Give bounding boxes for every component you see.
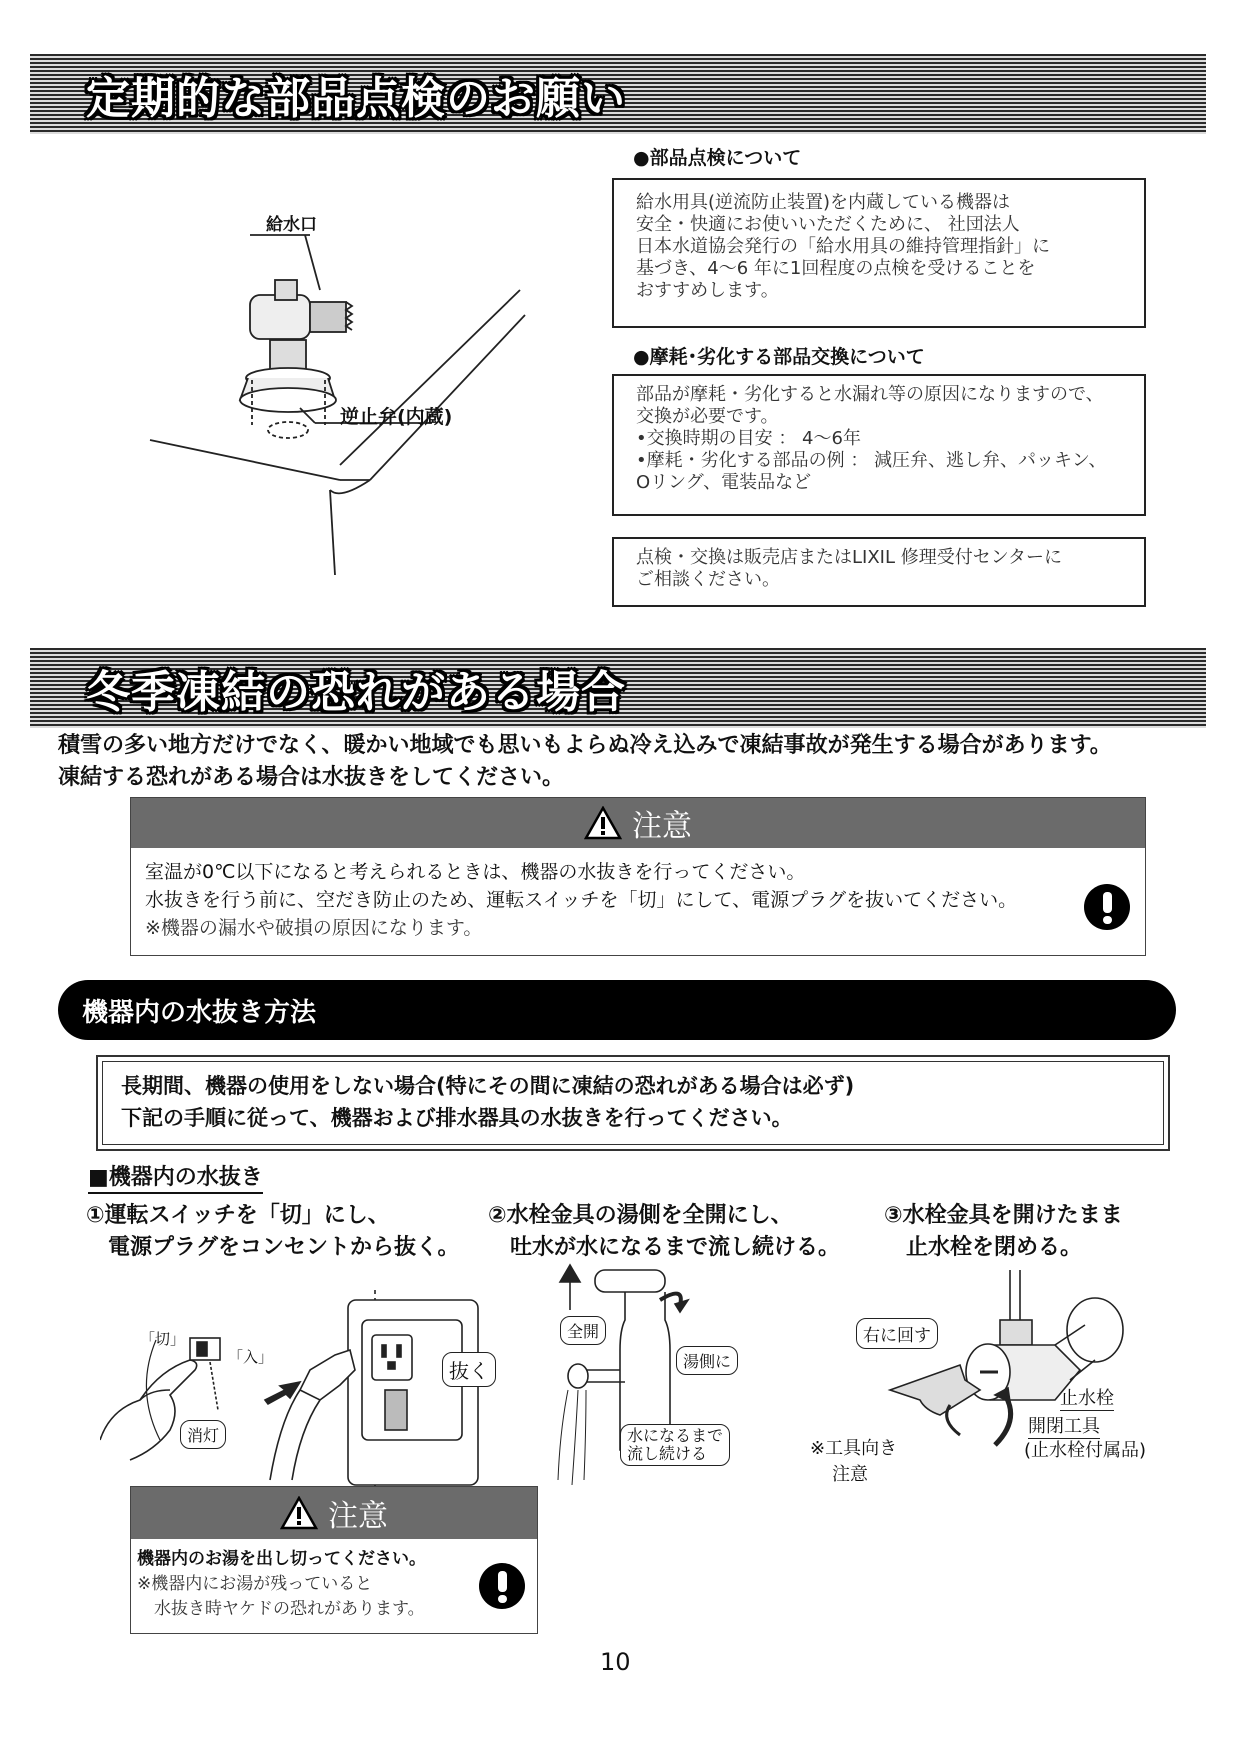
section2-banner [30, 648, 1206, 728]
warning-triangle-icon [280, 1496, 318, 1530]
caution-note: ※機器の漏水や破損の原因になります。 [145, 917, 483, 939]
inspection-line: 給水用具(逆流防止装置)を内蔵している機器は [636, 192, 1011, 213]
caution-body [131, 1539, 537, 1630]
inspection-box [612, 178, 1146, 328]
freeze-intro-line: 積雪の多い地方だけでなく、暖かい地域でも思いもよらぬ冷え込みで凍結事故が発生する場合があります。 [58, 733, 1112, 758]
orientation-note-line: 注意 [832, 1464, 868, 1485]
inspection-line: 日本水道協会発行の「給水用具の維持管理指針」に [636, 236, 1050, 257]
stop-valve-label: 止水栓 [1060, 1384, 1114, 1411]
section2-title: 冬季凍結の恐れがある場合 [86, 667, 626, 718]
page-number: 10 [600, 1648, 631, 1676]
tool-note-label: (止水栓付属品) [1024, 1440, 1147, 1461]
inspection-line: 安全・快適にお使いいただくために、 社団法人 [636, 214, 1020, 235]
turn-right-label: 右に回す [856, 1318, 938, 1349]
replacement-line: Oリング、電装品など [636, 472, 812, 493]
full-open-label: 全開 [560, 1316, 606, 1345]
caution-line: 室温が0℃以下になると考えられるときは、機器の水抜きを行ってください。 [145, 861, 806, 883]
keep-flowing-line: 水になるまで [627, 1426, 724, 1445]
notice-line: 長期間、機器の使用をしない場合(特にその間に凍結の恐れがある場合は必ず) [121, 1074, 855, 1098]
orientation-note-line: ※工具向き [810, 1438, 898, 1459]
replacement-line: •摩耗・劣化する部品の例 ： 減圧弁、逃し弁、パッキン、 [636, 450, 1107, 471]
pull-label: 抜く [442, 1352, 496, 1387]
caution-box-freeze [130, 797, 1146, 956]
caution-line: 機器内のお湯を出し切ってください。 [137, 1549, 426, 1569]
replacement-heading: ●摩耗･劣化する部品交換について [633, 346, 925, 368]
caution-header [131, 798, 1145, 848]
drain-subheading: ■機器内の水抜き [88, 1160, 263, 1194]
exclamation-icon [1084, 884, 1130, 930]
contact-line: ご相談ください。 [636, 569, 780, 590]
keep-flowing-label [620, 1424, 730, 1466]
caution-note: ※機器内にお湯が残っていると [137, 1574, 373, 1594]
replacement-box [612, 374, 1146, 516]
caution-header [131, 1487, 537, 1539]
keep-flowing-line: 流し続ける [627, 1444, 708, 1463]
caution-line: 水抜きを行う前に、空だき防止のため、運転スイッチを「切」にして、電源プラグを抜いてください。 [145, 889, 1018, 911]
notice-line: 下記の手順に従って、機器および排水器具の水抜きを行ってください。 [121, 1106, 793, 1130]
drain-method-header: 機器内の水抜き方法 [58, 980, 1176, 1040]
contact-box [612, 537, 1146, 607]
step-2-text: ②水栓金具の湯側を全開にし、 吐水が水になるまで流し続ける。 [488, 1203, 841, 1260]
check-valve-label: 逆止弁(内蔵) [340, 406, 453, 428]
tool-label: 開閉工具 [1028, 1412, 1100, 1439]
long-term-notice-box [96, 1055, 1170, 1151]
caution-title: 注意 [632, 809, 692, 844]
caution-note: 水抜き時ヤケドの恐れがあります。 [137, 1599, 425, 1619]
section1-title: 定期的な部品点検のお願い [86, 73, 626, 124]
warning-triangle-icon [584, 806, 622, 840]
contact-line: 点検・交換は販売店またはLIXIL 修理受付センターに [636, 547, 1063, 568]
caution-title: 注意 [328, 1499, 388, 1534]
step-3-text: ③水栓金具を開けたまま 止水栓を閉める。 [884, 1203, 1123, 1260]
unplug-illustration [100, 1290, 520, 1490]
hot-side-label: 湯側に [676, 1346, 738, 1375]
caution-box-hot-water [130, 1486, 538, 1634]
exclamation-icon [479, 1563, 525, 1609]
replacement-line: •交換時期の目安 ： 4～6年 [636, 428, 861, 449]
supply-port-label: 給水口 [266, 215, 317, 235]
replacement-line: 交換が必要です。 [636, 406, 779, 427]
inspection-heading: ●部品点検について [633, 147, 802, 169]
inspection-line: 基づき、4～6 年に1回程度の点検を受けることを [636, 258, 1036, 279]
freeze-intro-line: 凍結する恐れがある場合は水抜きをしてください。 [58, 765, 565, 790]
step-1-text: ①運転スイッチを「切」にし、 電源プラグをコンセントから抜く。 [86, 1203, 460, 1260]
inspection-line: おすすめします。 [636, 280, 779, 301]
switch-off-label: 「切」 [140, 1330, 186, 1348]
switch-on-label: 「入」 [228, 1348, 274, 1366]
replacement-line: 部品が摩耗・劣化すると水漏れ等の原因になりますので、 [636, 384, 1104, 405]
light-off-label: 消灯 [180, 1420, 226, 1449]
section1-banner [30, 54, 1206, 134]
caution-body [131, 848, 1145, 952]
